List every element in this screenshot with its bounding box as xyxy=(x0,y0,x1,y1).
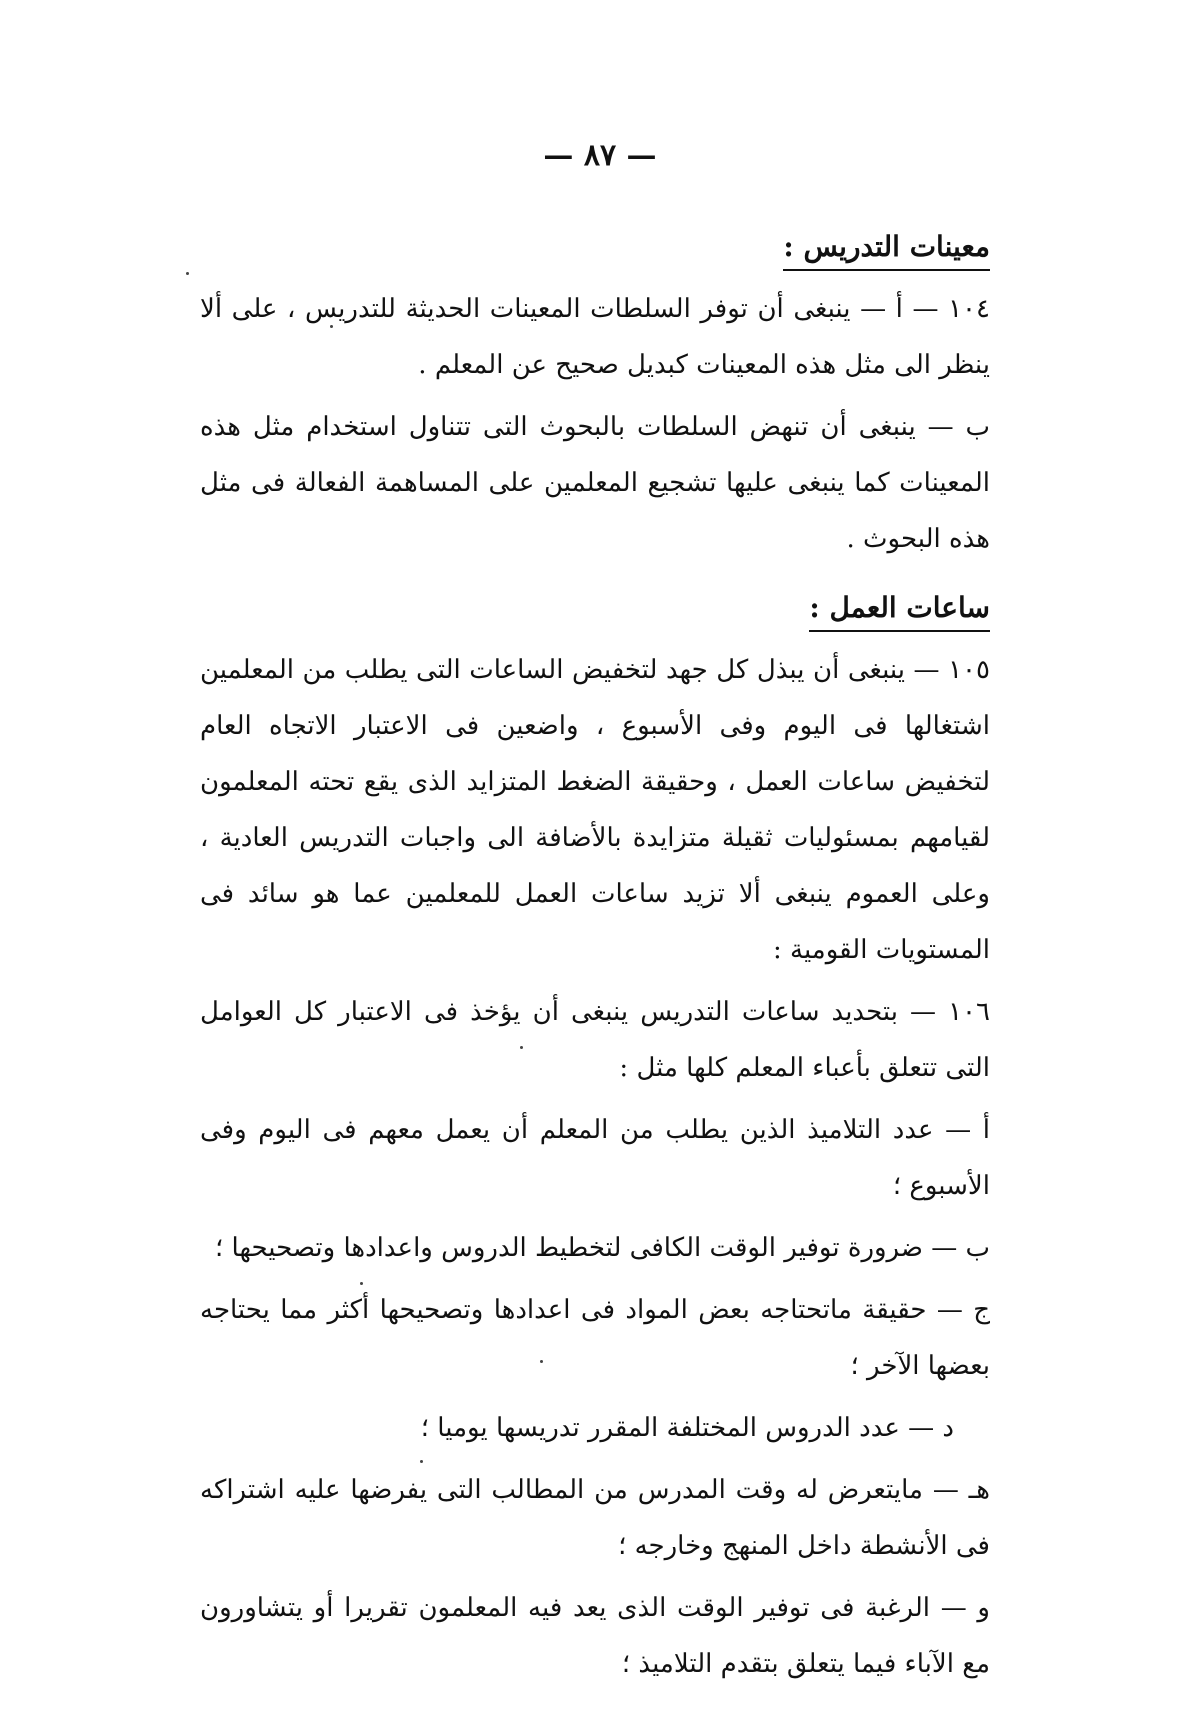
paragraph: ١٠٥ — ينبغى أن يبذل كل جهد لتخفيض الساعات التى يطلب من المعلمين اشتغالها فى اليوم وفى الأسبوع ، واضعين فى الاعتبار الاتجاه العام لتخفيض ساعات العمل ، وحقيقة الضغط المتزايد الذى يقع تحته المعلمون لقيامهم بمسئوليات ثقيلة متزايدة بالأضافة الى واجبات التدريس العادية ، وعلى العموم ينبغى ألا تزيد ساعات العمل للمعلمين عما هو سائد فى المستويات القومية : xyxy=(200,655,990,965)
list-item: هـ — مايتعرض له وقت المدرس من المطالب التى يفرضها عليه اشتراكه فى الأنشطة داخل المنهج وخارجه ؛ xyxy=(200,1475,990,1561)
section-heading: معينات التدريس : xyxy=(783,225,990,271)
page-number: — ٨٧ — xyxy=(543,138,657,173)
scan-speck xyxy=(330,325,333,328)
scan-speck xyxy=(540,1360,543,1363)
list-item: و — الرغبة فى توفير الوقت الذى يعد فيه المعلمون تقريرا أو يتشاورون مع الآباء فيما يتعلق بتقدم التلاميذ ؛ xyxy=(200,1593,990,1679)
list-item: ب — ضرورة توفير الوقت الكافى لتخطيط الدروس واعدادها وتصحيحها ؛ xyxy=(215,1233,990,1263)
paragraph: ١٠٤ — أ — ينبغى أن توفر السلطات المعينات الحديثة للتدريس ، على ألا ينظر الى مثل هذه المعينات كبديل صحيح عن المعلم . xyxy=(200,294,990,380)
page-content xyxy=(200,220,990,1698)
paragraph: ١٠٦ — بتحديد ساعات التدريس ينبغى أن يؤخذ فى الاعتبار كل العوامل التى تتعلق بأعباء المعلم كلها مثل : xyxy=(200,997,990,1083)
section-heading: ساعات العمل : xyxy=(809,586,990,632)
paragraph: ب — ينبغى أن تنهض السلطات بالبحوث التى تتناول استخدام مثل هذه المعينات كما ينبغى عليها تشجيع المعلمين على المساهمة الفعالة فى مثل هذه البحوث . xyxy=(200,412,990,554)
section-working-hours xyxy=(200,581,990,1692)
scan-speck xyxy=(186,272,189,275)
list-item: أ — عدد التلاميذ الذين يطلب من المعلم أن يعمل معهم فى اليوم وفى الأسبوع ؛ xyxy=(200,1115,990,1201)
list-item: ج — حقيقة ماتحتاجه بعض المواد فى اعدادها وتصحيحها أكثر مما يحتاجه بعضها الآخر ؛ xyxy=(200,1295,990,1381)
scan-speck xyxy=(360,1282,363,1285)
scan-speck xyxy=(520,1046,523,1049)
scan-speck xyxy=(420,1460,423,1463)
section-teaching-aids xyxy=(200,220,990,567)
list-item: د — عدد الدروس المختلفة المقرر تدريسها يوميا ؛ xyxy=(420,1413,954,1443)
